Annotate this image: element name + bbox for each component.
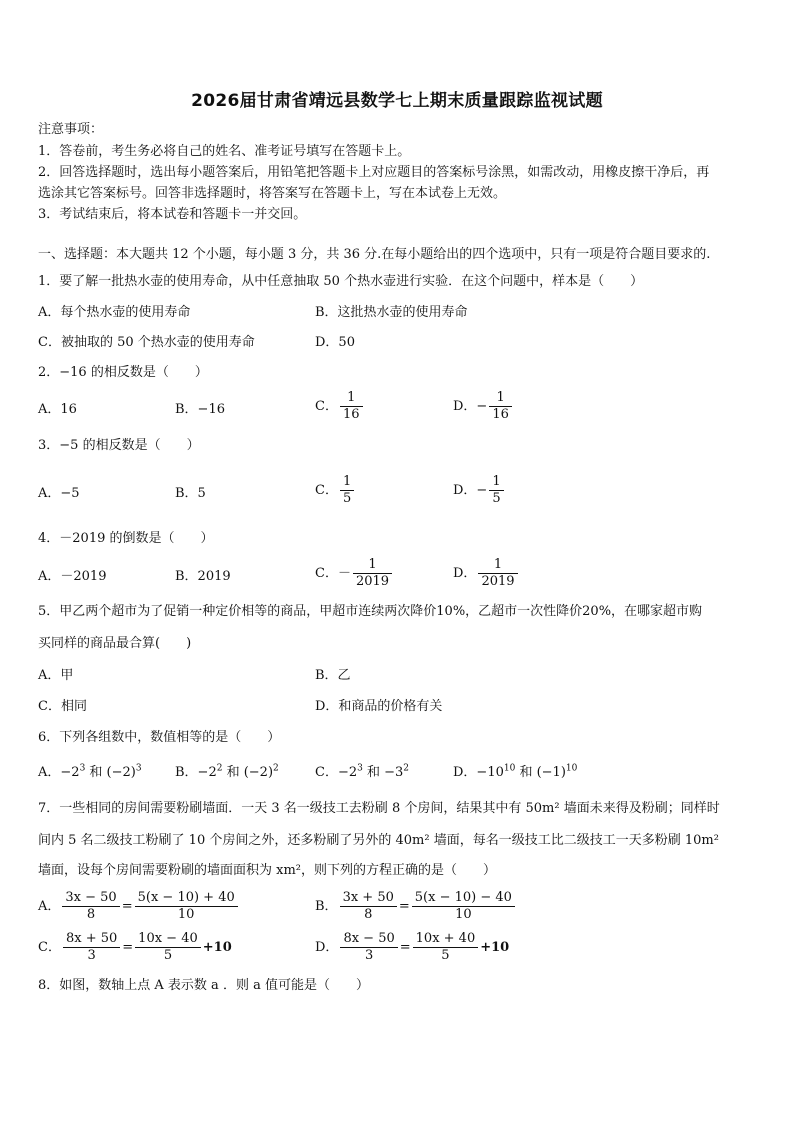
q7-b-right-fraction	[412, 890, 515, 923]
notice-item-2a: 2．回答选择题时，选出每小题答案后，用铅笔把答题卡上对应题目的答案标号涂黑，如需改动，用橡皮擦干净后，再	[38, 165, 710, 180]
q6-d-exp2: 10	[565, 763, 578, 774]
q7-c-left-numerator: 8x + 50	[63, 931, 120, 948]
question-8: 8．如图，数轴上点 A 表示数 a ．则 a 值可能是（ ）	[38, 978, 369, 993]
q2-option-d-denominator: 16	[492, 407, 509, 422]
q7-d-tail: +10	[480, 940, 510, 955]
q6-option-b	[175, 764, 279, 782]
q3-option-b: B．5	[175, 486, 206, 501]
q1-option-b: B．这批热水壶的使用寿命	[315, 305, 468, 320]
q5-option-b: B．乙	[315, 668, 351, 683]
q6-b-exp2: 2	[273, 763, 279, 774]
q7-d-left-denominator: 3	[364, 948, 374, 963]
q6-c-mid: 和 −3	[362, 765, 404, 780]
q7-b-right-numerator: 5(x − 10) − 40	[412, 890, 515, 907]
q3-option-d-denominator: 5	[492, 491, 501, 506]
q2-option-d	[453, 390, 514, 423]
notice-item-3: 3．考试结束后，将本试卷和答题卡一并交回。	[38, 207, 307, 222]
q4-option-d	[453, 557, 520, 590]
question-1: 1．要了解一批热水壶的使用寿命，从中任意抽取 50 个热水壶进行实验．在这个问题中，样本是（ ）	[38, 274, 644, 289]
q3-option-d	[453, 474, 506, 507]
q5-option-d: D．和商品的价格有关	[315, 699, 443, 714]
q1-option-d: D．50	[315, 335, 355, 350]
q6-c-pre: C．−2	[315, 765, 358, 780]
q7-d-right-denominator: 5	[441, 948, 450, 963]
q2-option-b: B．−16	[175, 402, 225, 417]
q6-b-exp1: 2	[216, 763, 223, 774]
q4-option-d-numerator: 1	[478, 557, 517, 574]
q7-d-left-fraction	[340, 931, 397, 964]
q5-option-c: C．相同	[38, 699, 87, 714]
q2-option-d-numerator: 1	[489, 390, 512, 407]
q6-a-exp1: 3	[79, 763, 86, 774]
notice-item-2b: 选涂其它答案标号。回答非选择题时，将答案写在答题卡上，写在本试卷上无效。	[38, 186, 507, 201]
q7-a-label: A．	[38, 899, 61, 914]
q7-d-left-numerator: 8x − 50	[340, 931, 397, 948]
q3-option-c-numerator: 1	[340, 474, 354, 491]
q7-d-equals: =	[399, 940, 411, 955]
q4-option-b: B．2019	[175, 569, 231, 584]
q7-option-d	[315, 931, 509, 964]
q7-option-b	[315, 890, 517, 923]
q6-a-exp2: 3	[135, 763, 142, 774]
q7-b-left-numerator: 3x + 50	[340, 890, 397, 907]
q7-c-equals: =	[122, 940, 134, 955]
q7-a-left-numerator: 3x − 50	[62, 890, 119, 907]
q2-option-c-label: C．	[315, 399, 338, 414]
q2-option-c	[315, 390, 365, 423]
notice-heading: 注意事项：	[38, 122, 104, 137]
q4-option-d-fraction	[478, 557, 517, 590]
q3-option-d-numerator: 1	[489, 474, 503, 491]
q6-c-exp1: 3	[357, 763, 363, 774]
q7-d-right-fraction	[413, 931, 479, 964]
question-5b: 买同样的商品最合算( )	[38, 636, 192, 651]
q6-d-pre: D．−10	[453, 765, 504, 780]
q1-option-c: C．被抽取的 50 个热水壶的使用寿命	[38, 335, 255, 350]
q7-c-right-fraction	[135, 931, 201, 964]
q7-c-label: C．	[38, 940, 61, 955]
section-heading: 一、选择题：本大题共 12 个小题，每小题 3 分，共 36 分.在每小题给出的四个选项中，只有一项是符合题目要求的.	[38, 247, 711, 262]
q4-option-d-denominator: 2019	[481, 574, 515, 589]
q7-a-right-numerator: 5(x − 10) + 40	[135, 890, 238, 907]
q4-option-c-label: C．－	[315, 566, 351, 581]
question-7c: 墙面，设每个房间需要粉刷的墙面面积为 xm²，则下列的方程正确的是（ ）	[38, 863, 497, 878]
question-4: 4．－2019 的倒数是（ ）	[38, 531, 214, 546]
q7-b-label: B．	[315, 899, 338, 914]
q3-option-c-denominator: 5	[342, 491, 352, 506]
q2-option-d-label: D．−	[453, 399, 488, 414]
q1-option-a: A．每个热水壶的使用寿命	[38, 305, 191, 320]
q6-b-mid: 和 (−2)	[222, 765, 274, 780]
q4-option-a: A．－2019	[38, 569, 107, 584]
q7-c-left-denominator: 3	[87, 948, 96, 963]
q7-a-right-denominator: 10	[177, 907, 195, 922]
q4-option-c	[315, 557, 394, 590]
question-3: 3．−5 的相反数是（ ）	[38, 438, 200, 453]
q7-d-right-numerator: 10x + 40	[413, 931, 479, 948]
q7-a-left-fraction	[62, 890, 119, 923]
q6-d-mid: 和 (−1)	[515, 765, 566, 780]
q7-option-a	[38, 890, 240, 923]
q4-option-c-fraction	[353, 557, 392, 590]
q2-option-c-fraction	[340, 390, 363, 423]
q3-option-d-label: D．−	[453, 483, 488, 498]
q5-option-a: A．甲	[38, 668, 74, 683]
q4-option-d-label: D．	[453, 566, 477, 581]
q6-option-c	[315, 764, 409, 782]
q7-a-left-denominator: 8	[86, 907, 96, 922]
q7-c-right-numerator: 10x − 40	[135, 931, 201, 948]
question-7a: 7．一些相同的房间需要粉刷墙面．一天 3 名一级技工去粉刷 8 个房间，结果其中有 50m² 墙面未来得及粉刷；同样时	[38, 801, 720, 816]
question-2: 2．−16 的相反数是（ ）	[38, 365, 208, 380]
q7-a-equals: =	[121, 899, 133, 914]
q3-option-c-fraction	[340, 474, 354, 507]
q6-a-pre: A．−2	[38, 765, 80, 780]
q2-option-d-fraction	[489, 390, 512, 423]
q3-option-c-label: C．	[315, 483, 338, 498]
q3-option-d-fraction	[489, 474, 503, 507]
q7-c-tail: +10	[202, 940, 232, 955]
q7-d-label: D．	[315, 940, 339, 955]
q3-option-c	[315, 474, 356, 507]
question-7b: 间内 5 名二级技工粉刷了 10 个房间之外，还多粉刷了另外的 40m² 墙面，每名一级技工比二级技工一天多粉刷 10m²	[38, 833, 719, 848]
q6-a-mid: 和 (−2)	[85, 765, 136, 780]
q2-option-a: A．16	[38, 402, 77, 417]
q6-option-d	[453, 764, 577, 782]
notice-item-1: 1．答卷前，考生务必将自己的姓名、准考证号填写在答题卡上。	[38, 144, 411, 159]
q2-option-c-denominator: 16	[342, 407, 360, 422]
page-title: 2026届甘肃省靖远县数学七上期末质量跟踪监视试题	[191, 91, 603, 111]
q7-a-right-fraction	[135, 890, 238, 923]
q4-option-c-numerator: 1	[353, 557, 392, 574]
q6-option-a	[38, 764, 142, 782]
q2-option-c-numerator: 1	[340, 390, 363, 407]
q7-c-right-denominator: 5	[163, 948, 173, 963]
q7-c-left-fraction	[63, 931, 120, 964]
q3-option-a: A．−5	[38, 486, 80, 501]
q7-option-c	[38, 931, 232, 964]
q4-option-c-denominator: 2019	[355, 574, 390, 589]
q6-b-pre: B．−2	[175, 765, 217, 780]
q6-c-exp2: 2	[403, 763, 410, 774]
q7-b-right-denominator: 10	[455, 907, 472, 922]
q7-b-left-fraction	[340, 890, 397, 923]
q7-b-left-denominator: 8	[364, 907, 373, 922]
question-5a: 5．甲乙两个超市为了促销一种定价相等的商品，甲超市连续两次降价10%，乙超市一次性降价20%，在哪家超市购	[38, 604, 703, 619]
q6-d-exp1: 10	[503, 763, 516, 774]
question-6: 6．下列各组数中，数值相等的是（ ）	[38, 730, 281, 745]
q7-b-equals: =	[398, 899, 410, 914]
